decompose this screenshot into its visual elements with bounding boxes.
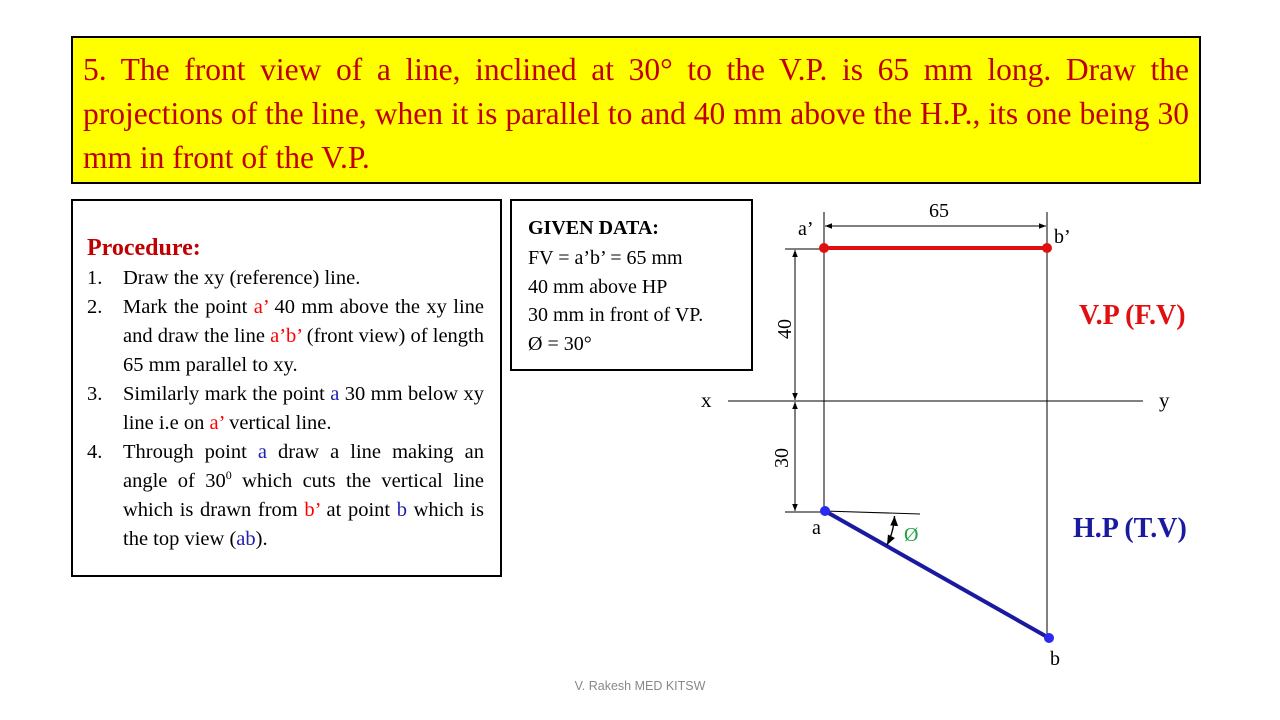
angle-reference-line — [824, 511, 920, 514]
point-a — [820, 506, 830, 516]
procedure-text-run: which is the top view ( — [123, 499, 485, 550]
procedure-text-run: 30 mm below xy line i.e on — [123, 383, 484, 434]
procedure-point-label: b — [396, 499, 407, 521]
procedure-text-run: 40 mm above the xy line and draw the line — [123, 296, 484, 347]
procedure-text-run: Draw the xy (reference) line. — [123, 267, 361, 289]
procedure-title: Procedure: — [87, 235, 201, 261]
procedure-step-number: 2. — [87, 296, 103, 318]
procedure-text-run: Mark the point — [123, 296, 254, 318]
hp-label: H.P (T.V) — [1073, 513, 1187, 544]
procedure-text-run: ). — [255, 528, 268, 550]
procedure-text-run: vertical line. — [223, 412, 332, 434]
angle-symbol: Ø — [904, 524, 919, 546]
given-data-title: GIVEN DATA: — [528, 217, 659, 239]
procedure-text-run: 0 — [225, 468, 232, 483]
dimension-label-65: 65 — [929, 200, 949, 222]
procedure-text-run: draw a line making an angle of 30 — [123, 441, 484, 492]
procedure-point-label: a’b’ — [270, 325, 302, 347]
procedure-text-run: which cuts the vertical line which is drawn from — [123, 470, 484, 521]
procedure-step-number: 3. — [87, 383, 103, 405]
footer-credit: V. Rakesh MED KITSW — [574, 679, 706, 693]
top-view-line — [825, 511, 1049, 638]
procedure-text-run: (front view) of length 65 mm parallel to xy. — [123, 325, 484, 376]
procedure-point-label: a — [257, 441, 267, 463]
label-a: a — [812, 517, 821, 539]
problem-statement: 5. The front view of a line, inclined at 30° to the V.P. is 65 mm long. Draw the projections of the line, when it is parallel to and 40 mm above the H.P., its one being 30 mm in front of the V.P. — [83, 52, 1189, 175]
label-y: y — [1159, 388, 1170, 412]
given-line: 40 mm above HP — [528, 275, 668, 298]
procedure-point-label: a — [330, 383, 340, 405]
given-line: FV = a’b’ = 65 mm — [528, 247, 683, 269]
point-b — [1044, 633, 1054, 643]
given-line: 30 mm in front of VP. — [528, 304, 704, 326]
procedure-step-number: 4. — [87, 441, 103, 463]
procedure-point-label: a’ — [253, 296, 269, 318]
dimension-label-40: 40 — [774, 319, 796, 339]
procedure-text-run: Through point — [123, 441, 258, 463]
procedure-text-run: Similarly mark the point — [123, 383, 331, 405]
angle-arc — [887, 516, 895, 545]
procedure-step-number: 1. — [87, 267, 103, 289]
label-a-prime: a’ — [798, 218, 814, 240]
label-b: b — [1050, 648, 1060, 670]
procedure-point-label: ab — [236, 528, 256, 550]
vp-label: V.P (F.V) — [1079, 300, 1186, 331]
label-b-prime: b’ — [1054, 226, 1071, 248]
label-x: x — [701, 388, 712, 412]
procedure-point-label: b’ — [304, 499, 320, 521]
point-b-prime — [1042, 243, 1052, 253]
dimension-label-30: 30 — [771, 448, 793, 468]
procedure-point-label: a’ — [209, 412, 224, 434]
given-line: Ø = 30° — [528, 332, 592, 355]
procedure-text-run: at point — [319, 499, 397, 521]
point-a-prime — [819, 243, 829, 253]
